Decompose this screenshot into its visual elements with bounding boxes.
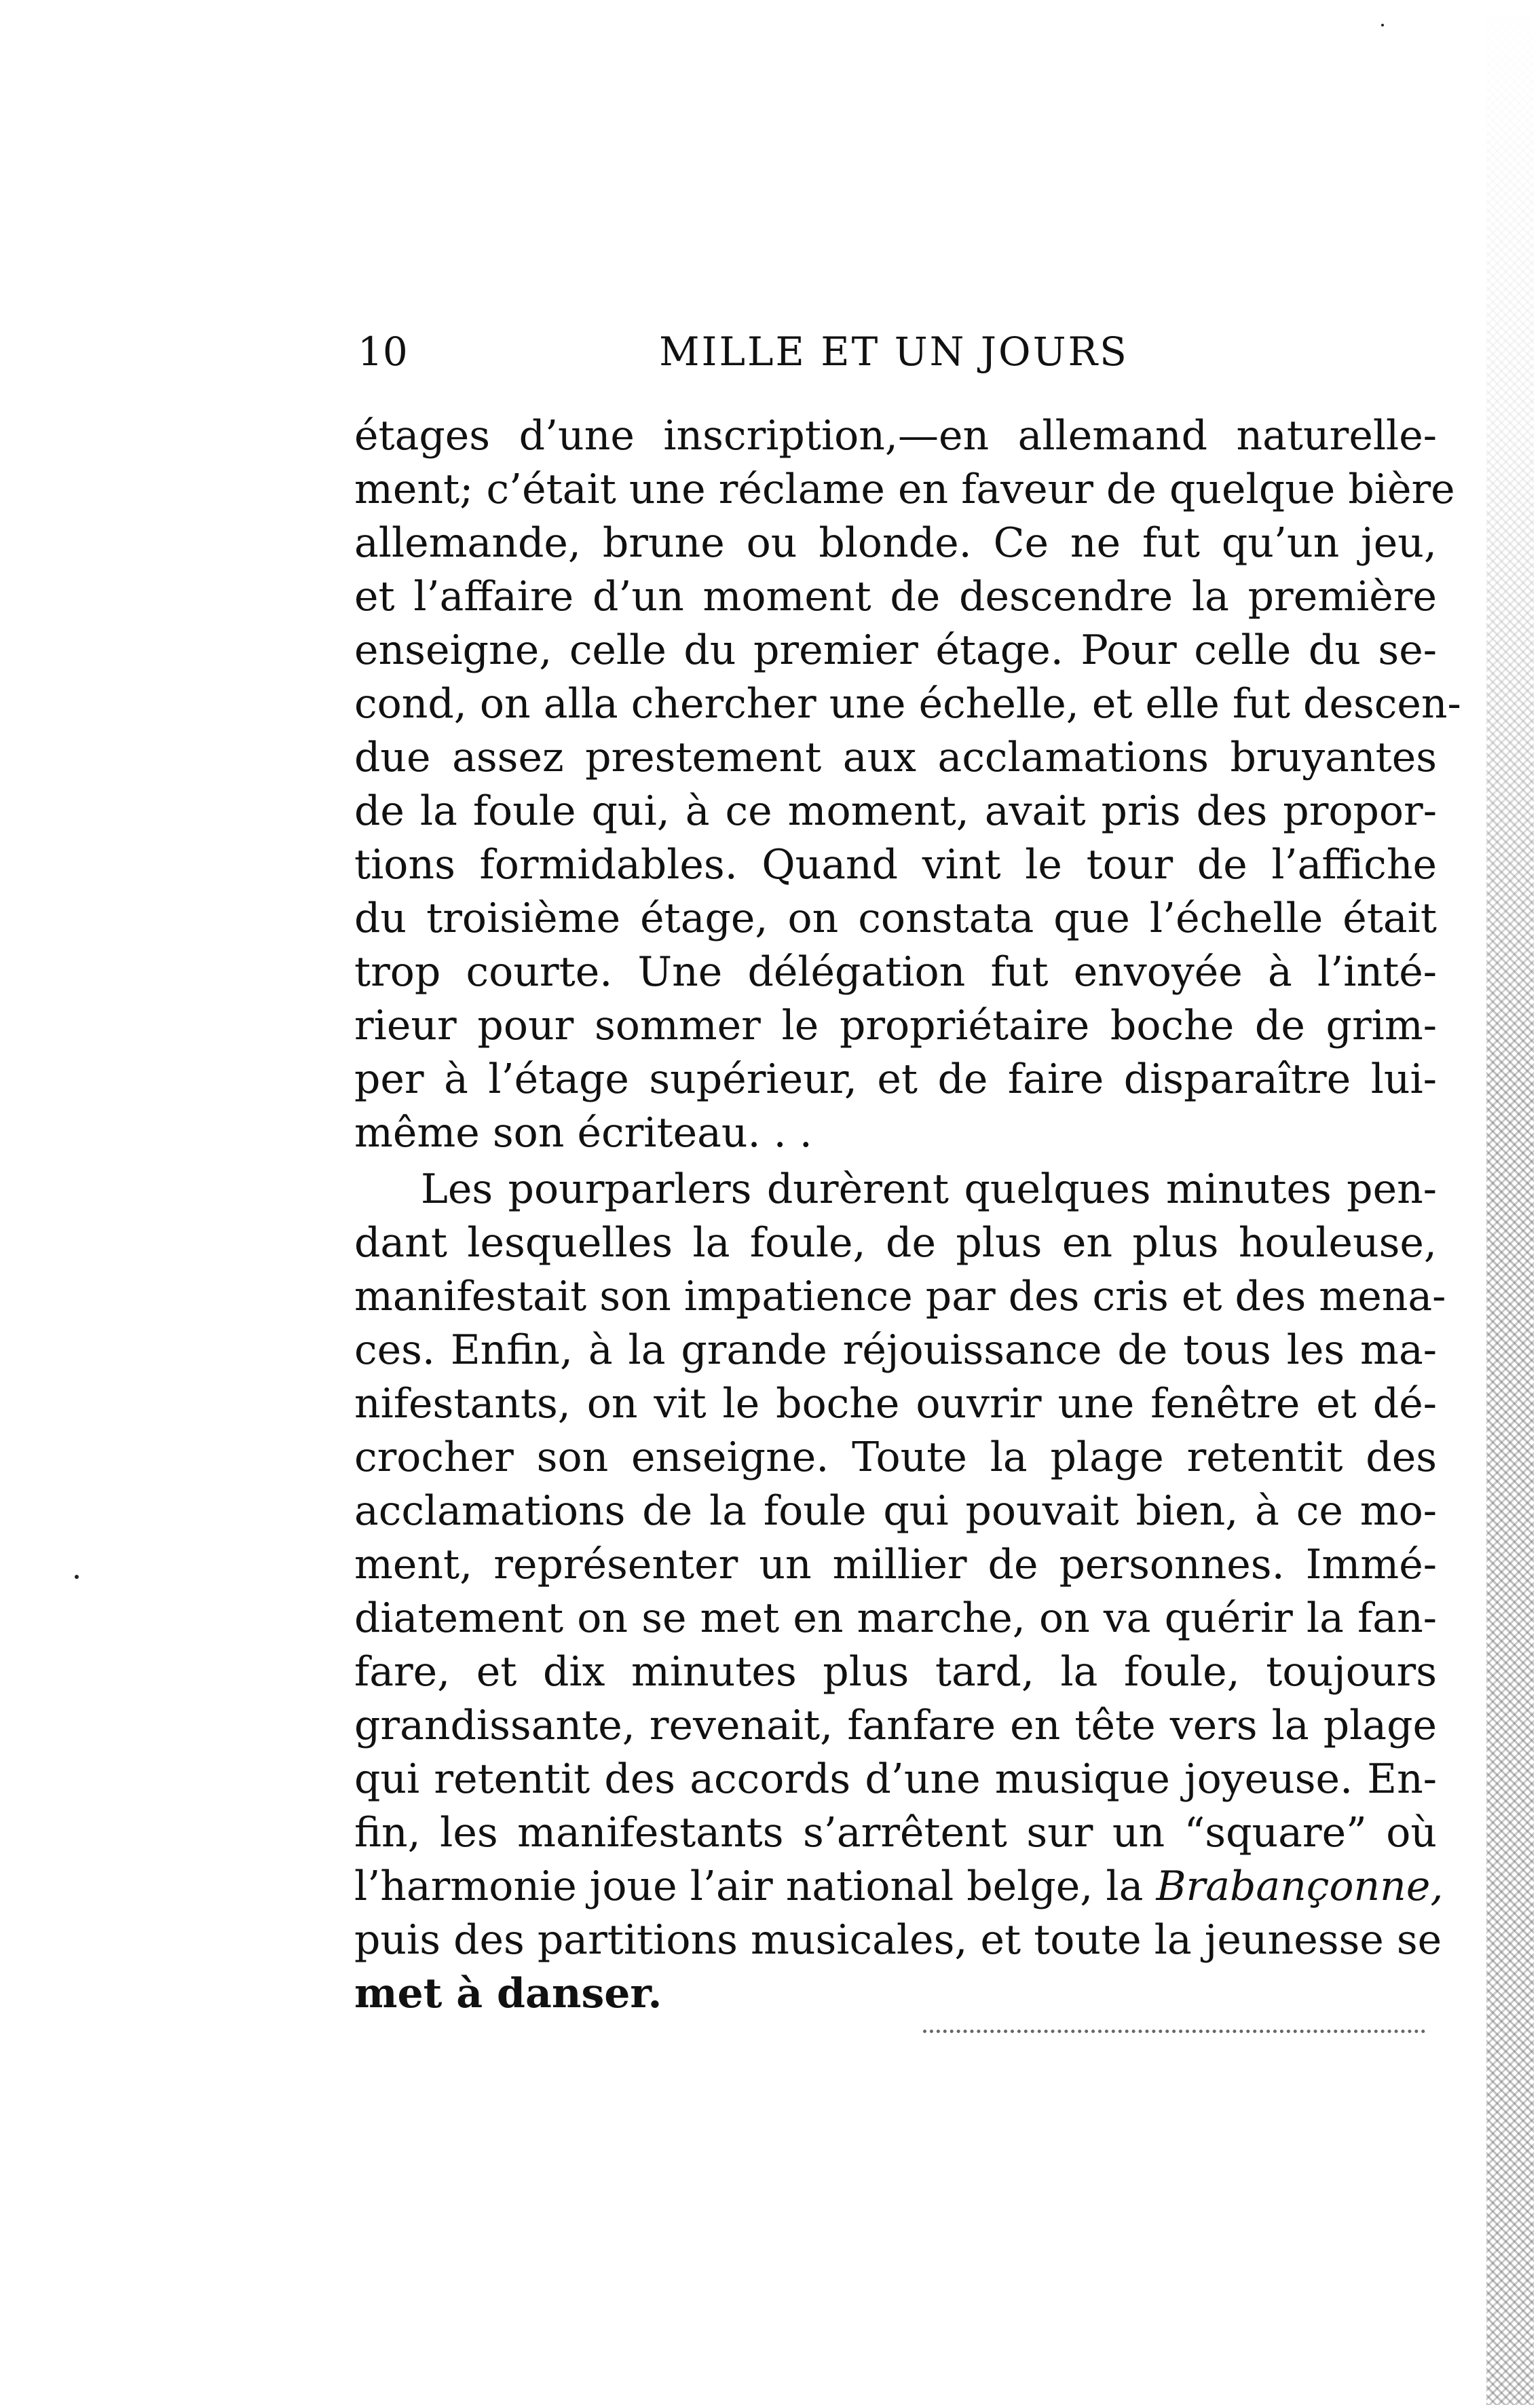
- text-line: même son écriteau. . .: [354, 1109, 812, 1157]
- text-line: allemande, brune ou blonde. Ce ne fut qu’un jeu,: [354, 519, 1437, 567]
- text-line: ment, représenter un millier de personnes. Immé-: [354, 1541, 1437, 1588]
- text-line: Les pourparlers durèrent quelques minutes pen-: [421, 1166, 1437, 1213]
- text-line: crocher son enseigne. Toute la plage retentit des: [354, 1434, 1437, 1481]
- text-line: enseigne, celle du premier étage. Pour celle du se-: [354, 627, 1437, 674]
- text-line: diatement on se met en marche, on va quérir la fan-: [354, 1595, 1437, 1642]
- page-number: 10: [358, 329, 408, 375]
- page-header: [358, 324, 1430, 379]
- text-line: du troisième étage, on constata que l’échelle était: [354, 895, 1437, 942]
- text-line: nifestants, on vit le boche ouvrir une fenêtre et dé-: [354, 1380, 1437, 1428]
- text-line-with-italic: [354, 1860, 1444, 1914]
- dotted-separator: [923, 2030, 1425, 2033]
- text-line: de la foule qui, à ce moment, avait pris des propor-: [354, 787, 1437, 835]
- text-line: ces. Enfin, à la grande réjouissance de tous les ma-: [354, 1326, 1437, 1374]
- text-line: rieur pour sommer le propriétaire boche de grim-: [354, 1002, 1437, 1049]
- text-line: manifestait son impatience par des cris et des mena-: [354, 1273, 1446, 1320]
- page-edge-fade: [1486, 0, 1534, 1086]
- text-line: ment; c’était une réclame en faveur de quelque bière: [354, 466, 1455, 513]
- ink-speck: [75, 1575, 79, 1579]
- body-text: [354, 409, 1461, 2021]
- text-line: per à l’étage supérieur, et de faire disparaître lui-: [354, 1056, 1437, 1103]
- text-line: grandissante, revenait, fanfare en tête vers la plage: [354, 1702, 1437, 1749]
- text-line: dant lesquelles la foule, de plus en plus houleuse,: [354, 1219, 1437, 1267]
- text-line: fin, les manifestants s’arrêtent sur un “square” où: [354, 1809, 1437, 1857]
- text-line: cond, on alla chercher une échelle, et elle fut descen-: [354, 680, 1461, 728]
- text-line: qui retentit des accords d’une musique joyeuse. En-: [354, 1755, 1437, 1803]
- text-line: fare, et dix minutes plus tard, la foule, toujours: [354, 1648, 1437, 1696]
- text-line: trop courte. Une délégation fut envoyée à l’inté-: [354, 948, 1437, 996]
- text-segment: l’harmonie joue l’air national belge, la: [354, 1863, 1157, 1910]
- text-line: tions formidables. Quand vint le tour de l’affiche: [354, 841, 1437, 889]
- text-line: et l’affaire d’un moment de descendre la première: [354, 573, 1437, 620]
- text-line: acclamations de la foule qui pouvait bien, à ce mo-: [354, 1487, 1437, 1535]
- running-title: MILLE ET UN JOURS: [659, 329, 1129, 375]
- text-line: étages d’une inscription,—en allemand naturelle-: [354, 412, 1437, 460]
- ink-speck: [1381, 24, 1384, 26]
- text-line: due assez prestement aux acclamations bruyantes: [354, 734, 1437, 781]
- text-line: met à danser.: [354, 1970, 662, 2017]
- text-line: puis des partitions musicales, et toute la jeunesse se: [354, 1916, 1442, 1964]
- italic-title: Brabançonne,: [1156, 1863, 1444, 1910]
